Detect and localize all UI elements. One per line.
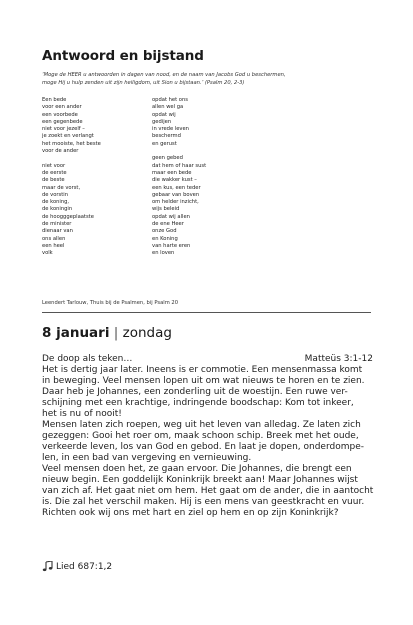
poem-line: een voorbede <box>42 111 78 118</box>
song-reference <box>42 561 112 572</box>
poem-line: beschermd <box>152 133 181 140</box>
poem-line: de hoogggeplaatste <box>42 213 94 220</box>
text-line: Mensen laten zich roepen, weg uit het leven van alledag. Ze laten zich <box>42 420 361 430</box>
poem-line: een kus, een teder <box>152 184 201 191</box>
meditation-text <box>42 365 374 519</box>
poem-line: voor een ander <box>42 104 82 111</box>
poem-line: opdat wij allen <box>152 213 190 220</box>
section-title: Antwoord en bijstand <box>42 48 204 64</box>
text-line: Richten ook wij ons met hart en ziel op hem en op zijn Koninkrijk? <box>42 508 339 518</box>
poem-line: Een bede <box>42 97 67 103</box>
reading-header <box>42 354 373 365</box>
text-line: len, in een bad van vergeving en vernieuwing. <box>42 453 252 463</box>
poem-line: maar de vorst, <box>42 184 81 191</box>
quote-line: ‘Moge de HEER u antwoorden in dagen van nood, en de naam van Jacobs God u beschermen, <box>42 72 286 78</box>
poem-line: en loven <box>152 250 175 257</box>
date: 8 januari <box>42 325 110 341</box>
poem-line: geen gebed <box>152 155 183 162</box>
text-line: het is nu of nooit! <box>42 409 122 419</box>
text-line: gezeggen: Gooi het roer om, maak schoon schip. Breek met het oude, <box>42 431 359 441</box>
text-line: Veel mensen doen het, ze gaan ervoor. Die Johannes, die brengt een <box>42 464 352 474</box>
poem-line: de koning, <box>42 199 70 206</box>
poem-line: en gerust <box>152 140 177 147</box>
poem-line: het mooiste, het beste <box>42 140 101 147</box>
weekday: zondag <box>122 325 172 341</box>
text-line: Het is dertig jaar later. Ineens is er commotie. Een mensenmassa komt <box>42 365 363 375</box>
poem-line: de koningin <box>42 206 73 213</box>
text-line: in beweging. Veel mensen lopen uit om wat nieuws te horen en te zien. <box>42 376 365 386</box>
poem-line: gebaar van boven <box>152 191 200 198</box>
quote-line: moge Hij u hulp zenden uit zijn heiligdom, uit Sion u bijstaan.’ (Psalm 20, 2-3) <box>42 80 245 86</box>
music-notes-icon <box>42 561 54 572</box>
poem-column-right <box>152 97 206 258</box>
text-line: Daar heb je Johannes, een zonderling uit de woestijn. Een ruwe ver- <box>42 387 348 397</box>
poem-line: je zoekt en verlangt <box>42 133 94 140</box>
text-line: is. Die zal het verschil maken. Hij is een mens van geestkracht en vuur. <box>42 497 365 507</box>
poem-line <box>152 148 206 155</box>
date-heading <box>42 325 172 341</box>
poem-line: niet voor jezelf – <box>42 126 85 133</box>
poem-line: gedijen <box>152 118 172 125</box>
psalm-quote <box>42 71 377 87</box>
poem-line: niet voor <box>42 162 66 169</box>
poem-line: wijs beleid <box>152 206 180 213</box>
poem-source: Leendert Tarlouw, Thuis bij de Psalmen, bij Psalm 20 <box>42 300 179 306</box>
poem-line: de minister <box>42 221 72 228</box>
poem-line: de eerste <box>42 169 67 176</box>
poem-line: allen wel ga <box>152 104 184 111</box>
poem-line: en Koning <box>152 235 178 242</box>
poem-line: ons allen <box>42 235 66 242</box>
poem-line: de beste <box>42 177 65 184</box>
poem-line: in vrede leven <box>152 126 189 133</box>
poem-line <box>42 155 101 162</box>
poem-line: een gegenbede <box>42 118 83 125</box>
text-line: schijning met een krachtige, indringende boodschap: Kom tot inkeer, <box>42 398 354 408</box>
divider <box>42 312 371 313</box>
poem-line: een heel <box>42 242 65 249</box>
poem-line: voor de ander <box>42 148 79 155</box>
reading-reference: Matteüs 3:1-12 <box>304 354 373 364</box>
poem-line: de vorstin <box>42 191 68 198</box>
poem-column-left <box>42 97 101 258</box>
text-line: nieuw begin. Een goddelijk Koninkrijk breekt aan! Maar Johannes wijst <box>42 475 358 485</box>
poem-line: dat hem of haar sust <box>152 162 207 169</box>
poem-line: om helder inzicht, <box>152 199 199 206</box>
reading-title: De doop als teken… <box>42 354 133 364</box>
text-line: verkeerde leven, los van God en gebod. En laat je dopen, onderdompe- <box>42 442 364 452</box>
poem-line: die wakker kust – <box>152 177 197 184</box>
song-label: Lied 687:1,2 <box>56 561 113 572</box>
poem-line: volk <box>42 250 53 257</box>
poem-line: maar een bede <box>152 169 192 176</box>
poem-line: opdat wij <box>152 111 176 118</box>
poem-line: opdat het ons <box>152 97 188 103</box>
date-separator: | <box>113 325 119 341</box>
text-line: van zich af. Het gaat niet om hem. Het gaat om de ander, die in aantocht <box>42 486 374 496</box>
poem-line: van harte eren <box>152 242 191 249</box>
poem-line: de ene Heer <box>152 221 184 228</box>
poem-line: onze God <box>152 228 177 235</box>
poem-line: dienaar van <box>42 228 73 235</box>
